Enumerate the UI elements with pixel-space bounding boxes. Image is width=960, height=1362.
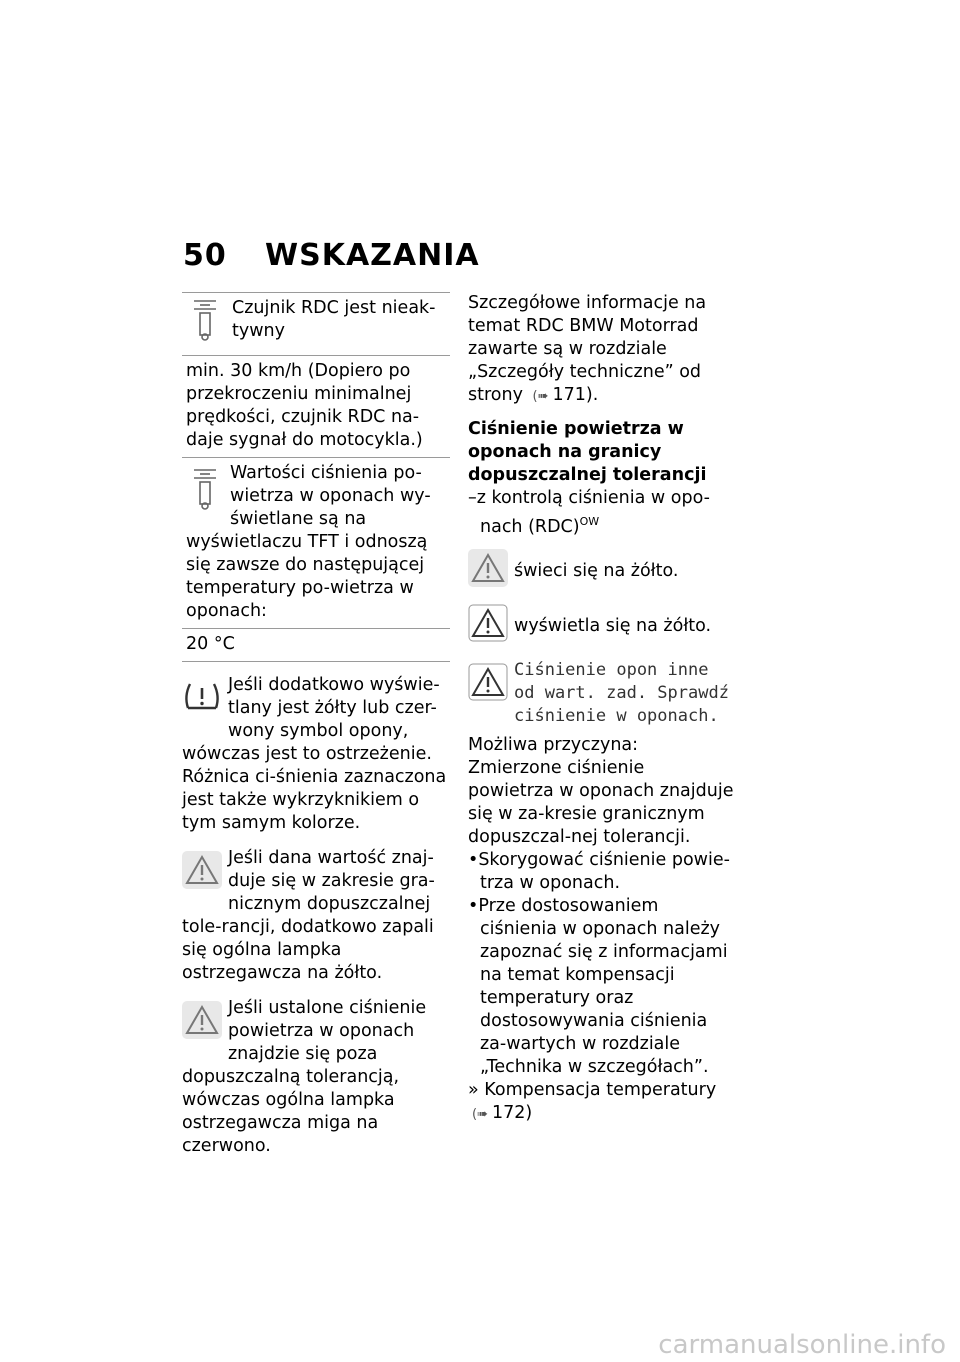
bullet-item: •Prze dostosowaniem ciśnienia w oponach należy zapoznać się z informacjami na temat kompensacji temperatury oraz dostosowywania ciśnienia za-wartych w rozdziale „Technika w szczegółach”. [468, 895, 728, 1077]
para2-text: Jeśli dana wartość znaj-duje się w zakresie gra-nicznym dopuszczalnej tole-rancji, dodatkowo zapali się ogólna lampka ostrzegawcza na żółto. [182, 848, 435, 983]
note1-body: min. 30 km/h (Dopiero po przekroczeniu minimalnej prędkości, czujnik RDC na-daje sygnał do motocykla.) [186, 361, 423, 450]
note1-title: Czujnik RDC jest nieak-tywny [232, 298, 436, 341]
note-row-sensor-inactive [182, 293, 450, 355]
link-page-ref[interactable]: 172) [491, 1102, 533, 1123]
display-text: wyświetla się na żółto. [514, 615, 712, 636]
warning-triangle-outline-icon [468, 604, 510, 649]
tyre-pressure-icon [186, 297, 232, 350]
page-ref-arrow-icon: (➠ [532, 389, 549, 404]
lamp-text: świeci się na żółto. [514, 560, 679, 581]
bullet-item: •Skorygować ciśnienie powie-trza w oponach. [468, 849, 730, 893]
link-text[interactable]: » Kompensacja temperatury [468, 1079, 717, 1100]
display-message-block [468, 659, 734, 728]
note-row-temperature [182, 628, 450, 661]
page-number: 50 [183, 238, 227, 273]
para-tyre-symbol [182, 674, 450, 835]
intro-paragraph [468, 292, 734, 408]
display-message: Ciśnienie opon inne od wart. zad. Sprawdź ciśnienie w oponach. [514, 659, 729, 726]
para-tolerance-limit [182, 847, 450, 985]
intro-text: Szczegółowe informacje na temat RDC BMW Motorrad zawarte są w rozdziale „Szczegóły techniczne” od strony [468, 293, 707, 405]
cause-text: Zmierzone ciśnienie powietrza w oponach znajduje się w za-kresie granicznym dopuszczal-nej tolerancji. [468, 757, 734, 847]
cause-label: Możliwa przyczyna: [468, 734, 639, 755]
lamp-row [468, 549, 734, 594]
page-header [183, 238, 480, 273]
warning-triangle-icon [182, 851, 222, 896]
note2-title: Wartości ciśnienia po-wietrza w oponach wy-świetlane są na wyświetlaczu TFT i odnoszą się zawsze do następującej temperatury po-wietrza w oponach: [186, 463, 431, 621]
warning-triangle-outline-icon [468, 663, 508, 708]
display-row [468, 604, 734, 649]
note-row-pressure-values [182, 457, 450, 628]
section-heading: Ciśnienie powietrza w oponach na granicy dopuszczalnej tolerancji [468, 419, 707, 485]
tyre-pressure-icon [186, 466, 224, 519]
rdc-note-table [182, 292, 450, 662]
dash-item-text: –z kontrolą ciśnienia w opo-nach (RDC) [468, 488, 710, 537]
para3-text: Jeśli ustalone ciśnienie powietrza w oponach znajdzie się poza dopuszczalną tolerancją, wówczas ogólna lampka ostrzegawcza miga na czerwono. [182, 998, 427, 1156]
intro-page-ref[interactable]: 171). [552, 385, 599, 405]
cross-reference-link[interactable] [468, 1079, 734, 1126]
right-column [468, 292, 734, 1126]
para-outside-tolerance [182, 997, 450, 1158]
dash-item-rdc [468, 487, 734, 539]
para1-text: Jeśli dodatkowo wyświe-tlany jest żółty lub czer-wony symbol opony, wówczas jest to ostrzeżenie. Różnica ci-śnienia zaznaczona jest także wykrzyknikiem o tym samym kolorze. [182, 675, 447, 833]
option-superscript: OW [579, 515, 600, 528]
warning-triangle-icon [182, 1001, 222, 1046]
note-row-min-speed [182, 355, 450, 457]
note2-value: 20 °C [186, 634, 235, 654]
tpms-warning-icon [182, 678, 222, 721]
left-column [182, 292, 450, 1158]
page-ref-arrow-icon: (➠ [472, 1106, 488, 1122]
page-title: WSKAZANIA [265, 238, 480, 273]
warning-triangle-icon [468, 549, 510, 594]
watermark: carmanualsonline.info [658, 1330, 946, 1360]
